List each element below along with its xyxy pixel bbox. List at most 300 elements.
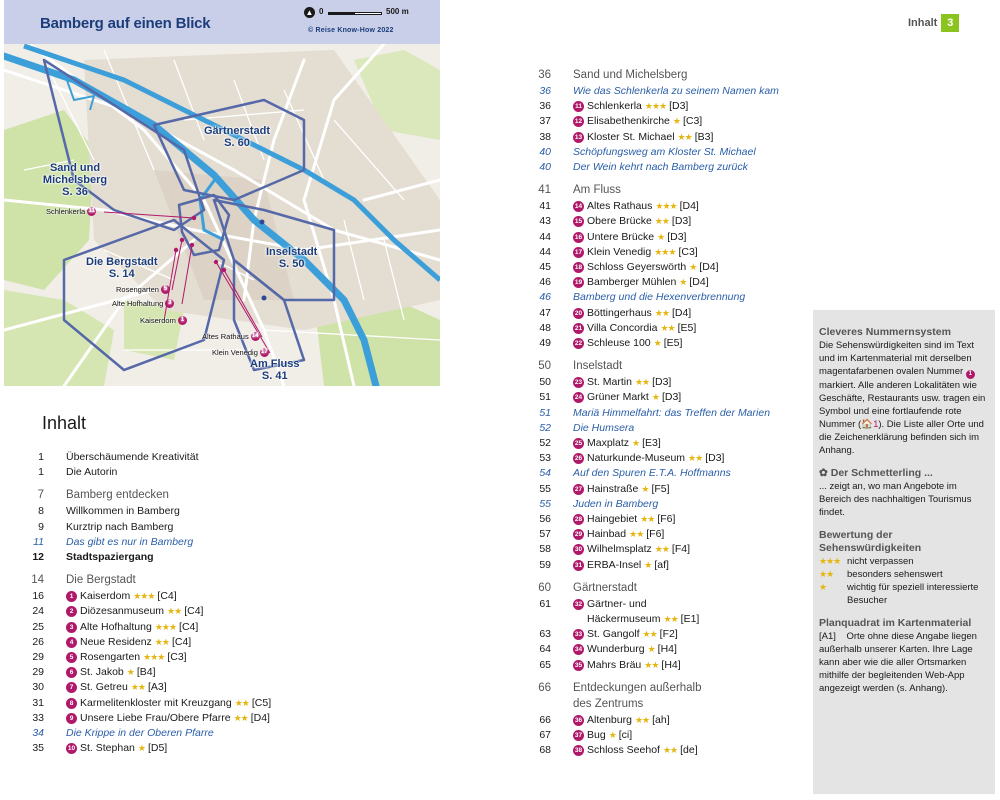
toc-entry-title: des Zentrums <box>573 697 644 710</box>
toc-page-number: 47 <box>539 306 551 319</box>
map-grid-reference: [E3] <box>642 437 661 449</box>
toc-entry[interactable] <box>537 336 682 351</box>
toc-entry-title: St. Gangolf <box>587 628 640 641</box>
toc-entry[interactable] <box>537 482 670 497</box>
map-grid-reference: [D4] <box>689 276 709 289</box>
toc-entry-title: Maxplatz <box>587 437 630 449</box>
map-grid-reference: [H4] <box>657 643 677 656</box>
map-poi-altes-rathaus[interactable] <box>202 332 260 341</box>
rating-stars: ★★ <box>677 131 692 142</box>
toc-page-number: 50 <box>539 376 551 389</box>
rating-row <box>819 581 989 607</box>
toc-page-number: 44 <box>539 230 551 243</box>
map-grid-reference: [ah] <box>652 713 670 726</box>
toc-section-heading[interactable] <box>537 183 621 198</box>
grid-title: Planquadrat im Kartenmaterial <box>819 617 972 629</box>
sight-number-marker: 31 <box>574 561 583 569</box>
rating-stars: ★ <box>689 262 697 272</box>
rating-stars: ★ <box>651 392 659 403</box>
sight-number-marker: 15 <box>574 218 583 226</box>
toc-entry[interactable] <box>537 466 731 481</box>
toc-page-number: 52 <box>539 421 551 434</box>
toc-page-number: 59 <box>539 558 551 571</box>
sight-number-marker: 24 <box>574 394 583 402</box>
district-page: S. 14 <box>108 268 135 280</box>
toc-entry-title: Gärtner- und <box>587 597 647 610</box>
toc-page-number: 9 <box>38 520 44 533</box>
toc-entry-title: Bamberger Mühlen <box>587 276 677 289</box>
toc-entry[interactable] <box>537 260 719 275</box>
map-grid-reference: [F2] <box>659 628 678 641</box>
toc-section-heading[interactable] <box>30 488 169 503</box>
toc-section-heading[interactable] <box>537 68 687 83</box>
scale-zero: 0 <box>319 7 324 16</box>
toc-entry-title: Hainstraße <box>587 482 639 495</box>
toc-entry-title: Karmelitenkloster mit Kreuzgang <box>80 696 232 709</box>
map-poi-kaiserdom[interactable] <box>140 316 187 325</box>
toc-entry[interactable] <box>537 390 681 405</box>
map-grid-reference: [D3] <box>667 230 687 243</box>
rating-stars: ★★ <box>688 453 703 464</box>
poi-marker: 5 <box>161 285 170 294</box>
toc-entry[interactable] <box>537 451 724 466</box>
toc-entry-title: Schöpfungsweg am Kloster St. Michael <box>573 145 756 158</box>
toc-page-number: 31 <box>32 696 44 709</box>
toc-page-number: 51 <box>539 406 551 419</box>
toc-entry-title: Kloster St. Michael <box>587 130 675 143</box>
grid-description: Orte ohne diese Angabe liegen außerhalb unserer Karten. Ihre Lage kann aber wie die aller Ortsmarken mithilfe der begleitenden Web-App angezeigt werden (s. Anhang). <box>819 631 977 694</box>
district-name: Inselstadt <box>266 246 318 258</box>
toc-entry[interactable] <box>537 406 770 421</box>
toc-section-heading[interactable] <box>537 581 637 596</box>
toc-entry[interactable] <box>30 550 154 565</box>
toc-entry-title: Die Autorin <box>66 466 118 479</box>
toc-page-number: 41 <box>538 184 551 197</box>
map-grid-reference: [D3] <box>652 376 672 389</box>
toc-entry[interactable] <box>537 627 678 642</box>
map-grid-reference: [F6] <box>646 528 665 541</box>
toc-entry[interactable] <box>537 743 698 758</box>
toc-entry[interactable] <box>30 711 270 726</box>
sight-number-marker: 35 <box>574 661 583 669</box>
toc-entry-title: Bamberg und die Hexenverbrennung <box>573 291 746 304</box>
butterfly-icon: ✿ <box>819 467 828 479</box>
sight-number-marker: 30 <box>574 546 583 554</box>
toc-entry-title: Obere Brücke <box>587 215 652 228</box>
map-grid-reference: [F6] <box>657 513 676 525</box>
toc-entry-title: Bamberg entdecken <box>66 489 169 502</box>
sight-number-marker: 21 <box>574 324 583 332</box>
toc-entry[interactable] <box>537 306 691 321</box>
poi-marker: 14 <box>251 333 259 339</box>
toc-entry[interactable] <box>30 450 199 465</box>
toc-page-number: 49 <box>539 337 551 349</box>
sight-marker-icon: 1 <box>966 370 975 379</box>
toc-entry-title: Die Bergstadt <box>66 574 136 587</box>
toc-page-number: 24 <box>32 605 44 618</box>
toc-entry-title: Gärtnerstadt <box>573 581 637 594</box>
toc-entry[interactable] <box>30 465 117 480</box>
butterfly-text: ... zeigt an, wo man Angebote im Bereich des nachhaltigen Tourismus findet. <box>819 481 972 518</box>
map-title: Bamberg auf einen Blick <box>40 15 211 32</box>
toc-page-number: 12 <box>32 551 44 563</box>
toc-entry[interactable] <box>537 713 670 728</box>
toc-page-number: 25 <box>32 620 44 633</box>
toc-entry-title: Überschäumende Kreativität <box>66 451 199 463</box>
map-grid-reference: [F4] <box>671 543 690 556</box>
toc-page-number: 56 <box>539 513 551 525</box>
rating-text: nicht verpassen <box>847 556 914 567</box>
numbering-text-part: Die Sehenswürdigkeiten sind im Text und im Kartenmaterial mit derselben magentafarbenen ovalen Nummer <box>819 340 975 377</box>
toc-page-number: 51 <box>539 391 551 404</box>
toc-entry-title: Wilhelmsplatz <box>587 543 652 556</box>
toc-entry[interactable] <box>537 99 688 114</box>
toc-entry[interactable] <box>537 728 632 743</box>
toc-entry[interactable] <box>30 520 173 535</box>
toc-entry-title: Bug <box>587 729 606 741</box>
poi-label: Rosengarten <box>116 285 159 294</box>
toc-page-number: 36 <box>538 69 551 81</box>
sight-number-marker: 5 <box>66 652 77 663</box>
map-poi-schlenkerla[interactable] <box>46 207 96 216</box>
toc-page-number: 46 <box>539 291 551 304</box>
rating-stars: ★★ <box>660 322 675 333</box>
toc-section-heading[interactable] <box>30 573 136 588</box>
sight-number-marker: 18 <box>574 264 583 271</box>
toc-entry[interactable] <box>537 558 669 573</box>
sight-number-marker: 3 <box>66 622 77 633</box>
map-grid-reference: [A3] <box>148 681 167 694</box>
page-number: 3 <box>941 14 959 32</box>
map-grid-reference: [D3] <box>669 100 689 113</box>
district-label-gaertnerstadt[interactable] <box>204 125 270 149</box>
toc-entry-title: Schloss Geyerswörth <box>587 261 687 273</box>
sight-number-marker: 27 <box>574 485 583 493</box>
rating-stars: ★ <box>819 582 827 592</box>
toc-entry-title: Schleuse 100 <box>587 337 651 349</box>
toc-entry[interactable] <box>30 665 156 680</box>
map-grid-reference: [E5] <box>677 321 697 334</box>
sight-number-marker: 20 <box>574 309 583 317</box>
sight-number-marker: 16 <box>574 233 583 241</box>
toc-page-number: 44 <box>539 245 551 258</box>
toc-entry[interactable] <box>537 84 779 99</box>
toc-page-number: 54 <box>539 467 551 480</box>
toc-entry[interactable] <box>537 421 634 436</box>
map-header <box>4 0 440 44</box>
toc-entry-title: Rosengarten <box>80 651 141 663</box>
district-label-bergstadt[interactable] <box>86 256 158 280</box>
toc-page-number: 43 <box>539 215 551 228</box>
map-poi-alte-hofhaltung[interactable] <box>112 299 174 308</box>
map-grid-reference: [F5] <box>651 482 670 495</box>
toc-entry[interactable] <box>537 542 690 557</box>
rating-stars: ★★ <box>654 544 669 555</box>
toc-entry-title: ERBA-Insel <box>587 558 642 571</box>
toc-entry[interactable] <box>30 726 214 741</box>
rating-stars: ★★ <box>629 529 644 540</box>
overview-map[interactable] <box>4 0 440 386</box>
toc-entry-title: Sand und Michelsberg <box>573 69 688 81</box>
map-copyright: © Reise Know-How 2022 <box>308 27 394 34</box>
grid-code: [A1] <box>819 631 836 642</box>
contents-heading: Inhalt <box>42 413 87 433</box>
rating-row <box>819 568 989 581</box>
rating-stars: ★★ <box>154 636 169 647</box>
toc-section-heading[interactable] <box>537 359 622 374</box>
toc-section-heading[interactable] <box>537 681 702 696</box>
toc-entry-title: Auf den Spuren E.T.A. Hoffmanns <box>573 467 731 480</box>
toc-entry-title: Mariä Himmelfahrt: das Treffen der Marien <box>573 406 771 419</box>
rating-stars: ★★★ <box>143 652 165 662</box>
rating-stars: ★★★ <box>819 556 841 566</box>
rating-stars: ★★★ <box>655 201 677 212</box>
map-grid-reference: [H4] <box>661 658 681 671</box>
toc-entry-title: Kaiserdom <box>80 590 131 603</box>
map-grid-reference: [D4] <box>671 306 692 319</box>
map-poi-klein-venedig[interactable] <box>212 348 269 357</box>
rating-stars: ★★ <box>642 629 657 640</box>
map-poi-rosengarten[interactable] <box>116 285 170 294</box>
poi-label: Klein Venedig <box>212 348 258 357</box>
toc-page-number: 16 <box>32 590 44 603</box>
numbering-text-part: markiert. Alle anderen Lokalitäten wie Geschäfte, Restaurants usw. tragen ein Symbol und eine fortlaufende rote Nummer ( <box>819 380 986 430</box>
toc-entry[interactable] <box>537 612 699 627</box>
district-page: S. 36 <box>62 186 88 198</box>
toc-entry-title: Böttingerhaus <box>587 306 652 319</box>
toc-page-number: 60 <box>538 581 551 594</box>
toc-entry[interactable] <box>537 321 696 336</box>
sight-number-marker: 32 <box>574 600 583 608</box>
toc-entry-title: Das gibt es nur in Bamberg <box>66 535 194 548</box>
rating-stars: ★★★ <box>654 246 676 257</box>
toc-page-number: 66 <box>538 681 551 694</box>
rating-stars: ★★ <box>819 569 834 579</box>
toc-page-number: 48 <box>539 321 551 334</box>
sight-number-marker: 29 <box>574 531 583 539</box>
toc-entry[interactable] <box>537 275 709 290</box>
butterfly-info <box>819 467 989 519</box>
page-header-tab <box>908 14 959 32</box>
toc-page-number: 36 <box>539 100 551 113</box>
toc-entry[interactable] <box>537 642 677 657</box>
toc-entry-title: St. Martin <box>587 376 632 389</box>
toc-section-heading[interactable] <box>537 697 643 712</box>
toc-entry[interactable] <box>537 160 748 175</box>
toc-entry-title: Neue Residenz <box>80 635 152 648</box>
district-page: S. 60 <box>224 137 250 149</box>
rating-stars: ★★ <box>654 307 669 318</box>
toc-entry[interactable] <box>30 635 191 650</box>
toc-page-number: 29 <box>32 666 44 679</box>
rating-text: wichtig für speziell interessierte Besucher <box>847 582 979 606</box>
sight-number-marker: 19 <box>574 279 583 287</box>
rating-stars: ★★ <box>634 714 650 725</box>
toc-entry-title: Elisabethenkirche <box>587 115 670 128</box>
toc-page-number: 40 <box>539 145 551 158</box>
poi-label: Altes Rathaus <box>202 332 249 341</box>
toc-page-number: 68 <box>539 744 551 757</box>
toc-entry-title: Die Humsera <box>573 421 635 434</box>
toc-entry[interactable] <box>30 604 203 619</box>
red-marker-icon: 🏠1 <box>861 419 879 430</box>
sight-number-marker: 34 <box>574 646 583 654</box>
toc-page-number: 8 <box>38 505 44 518</box>
map-grid-reference: [C4] <box>157 590 177 603</box>
map-grid-reference: [D4] <box>679 200 699 213</box>
poi-marker: 11 <box>88 208 95 214</box>
district-label-inselstadt[interactable] <box>266 246 317 270</box>
map-grid-reference: [C3] <box>682 115 703 128</box>
poi-label: Schlenkerla <box>46 207 86 216</box>
toc-entry-title: Naturkunde-Museum <box>587 452 686 465</box>
map-grid-reference: [af] <box>654 558 669 571</box>
toc-entry[interactable] <box>537 658 681 673</box>
rating-stars: ★★★ <box>133 591 155 602</box>
toc-page-number: 33 <box>32 711 44 724</box>
rating-stars: ★★ <box>233 712 248 723</box>
map-grid-reference: [D3] <box>661 391 682 404</box>
toc-entry-title: Grüner Markt <box>587 391 649 404</box>
numbering-title: Cleveres Nummernsystem <box>819 326 951 338</box>
district-page: S. 41 <box>261 370 288 382</box>
toc-page-number: 57 <box>539 528 551 541</box>
toc-entry[interactable] <box>30 504 180 519</box>
toc-entry[interactable] <box>537 114 702 129</box>
rating-stars: ★★ <box>663 614 678 624</box>
sight-number-marker: 8 <box>66 698 77 709</box>
poi-label: Alte Hofhaltung <box>112 299 164 308</box>
toc-entry[interactable] <box>537 597 647 612</box>
poi-label: Kaiserdom <box>140 316 176 325</box>
toc-entry-title: St. Jakob <box>80 666 124 679</box>
toc-entry[interactable] <box>30 589 177 604</box>
toc-entry[interactable] <box>537 245 698 260</box>
toc-entry[interactable] <box>537 214 691 229</box>
toc-page-number: 58 <box>539 543 551 556</box>
toc-entry-title: Die Krippe in der Oberen Pfarre <box>66 727 214 739</box>
toc-entry-title: Juden in Bamberg <box>573 497 659 510</box>
map-grid-reference: [C4] <box>184 605 204 618</box>
toc-page-number: 52 <box>539 437 551 449</box>
toc-page-number: 65 <box>539 658 551 671</box>
toc-entry-title: Altenburg <box>587 713 632 726</box>
sight-number-marker: 23 <box>574 379 583 387</box>
toc-entry[interactable] <box>537 290 745 305</box>
toc-entry-title: Schlenkerla <box>587 100 642 113</box>
toc-entry[interactable] <box>537 145 756 160</box>
toc-page-number: 37 <box>539 115 551 128</box>
numbering-text <box>819 339 989 457</box>
sight-number-marker: 14 <box>574 203 583 211</box>
toc-page-number: 67 <box>539 729 551 741</box>
toc-page-number: 55 <box>539 497 551 510</box>
toc-entry[interactable] <box>537 527 664 542</box>
toc-entry[interactable] <box>537 230 686 245</box>
rating-stars: ★ <box>672 116 680 127</box>
map-grid-reference: [C4] <box>179 620 199 633</box>
rating-stars: ★★ <box>644 659 659 670</box>
toc-page-number: 40 <box>539 161 551 173</box>
district-name: Sand und Michelsberg <box>42 162 108 186</box>
map-scale <box>304 7 424 19</box>
poi-marker: 17 <box>261 349 268 355</box>
numbering-info <box>819 326 989 457</box>
rating-stars: ★ <box>657 231 665 242</box>
toc-entry[interactable] <box>30 741 167 756</box>
sight-number-marker: 9 <box>66 713 77 724</box>
toc-entry[interactable] <box>30 696 271 711</box>
rating-stars: ★ <box>653 338 661 348</box>
sight-number-marker: 36 <box>574 716 583 724</box>
district-page: S. 50 <box>278 258 305 270</box>
map-grid-reference: [E1] <box>680 613 700 625</box>
sight-number-marker: 25 <box>574 440 583 447</box>
sight-number-marker: 7 <box>66 682 77 693</box>
toc-page-number: 7 <box>37 489 44 502</box>
rating-stars: ★ <box>679 277 687 288</box>
toc-page-number: 11 <box>33 535 44 548</box>
rating-stars: ★★ <box>662 745 678 756</box>
map-grid-reference: [D3] <box>705 452 725 465</box>
toc-entry[interactable] <box>537 436 661 451</box>
sight-number-marker: 12 <box>574 118 583 126</box>
sight-number-marker: 22 <box>574 340 583 347</box>
rating-stars: ★★ <box>654 216 669 227</box>
toc-entry[interactable] <box>30 650 187 665</box>
scale-bar-segment <box>354 12 382 15</box>
toc-entry[interactable] <box>30 620 198 635</box>
info-sidebar <box>813 310 995 794</box>
toc-entry[interactable] <box>30 680 167 695</box>
district-name: Die Bergstadt <box>86 256 158 268</box>
rating-stars: ★ <box>137 743 145 754</box>
toc-entry-title: Alte Hofhaltung <box>80 620 152 633</box>
toc-page-number: 36 <box>539 85 551 97</box>
section-label: Inhalt <box>908 17 938 29</box>
grid-text <box>819 630 989 695</box>
district-name: Gärtnerstadt <box>204 125 271 137</box>
toc-entry[interactable] <box>30 535 193 550</box>
toc-page-number: 63 <box>539 628 551 641</box>
sight-number-marker: 37 <box>574 732 583 739</box>
toc-entry-title: Wie das Schlenkerla zu seinem Namen kam <box>573 85 779 97</box>
district-label-am-fluss[interactable] <box>250 358 300 382</box>
map-grid-reference: [D4] <box>699 261 719 273</box>
toc-entry[interactable] <box>537 512 675 527</box>
toc-entry[interactable] <box>537 130 713 145</box>
toc-entry-title: Wunderburg <box>587 643 645 656</box>
toc-page-number: 14 <box>31 574 44 587</box>
toc-entry-title: Am Fluss <box>573 184 621 197</box>
district-label-sand-michelsberg[interactable] <box>42 162 108 198</box>
toc-page-number: 46 <box>539 276 551 289</box>
toc-entry-title: Altes Rathaus <box>587 200 653 213</box>
district-name: Am Fluss <box>250 358 300 370</box>
toc-page-number: 34 <box>32 727 44 739</box>
toc-entry[interactable] <box>537 497 658 512</box>
rating-stars: ★ <box>644 559 652 570</box>
toc-entry[interactable] <box>537 199 699 214</box>
toc-entry-title: Klein Venedig <box>587 245 652 258</box>
toc-entry[interactable] <box>537 375 671 390</box>
sight-number-marker: 17 <box>574 248 583 256</box>
rating-stars: ★ <box>632 438 640 448</box>
toc-page-number: 66 <box>539 713 551 726</box>
sight-number-marker: 38 <box>574 747 583 755</box>
rating-stars: ★★★ <box>154 621 177 632</box>
toc-page-number: 41 <box>539 200 551 213</box>
